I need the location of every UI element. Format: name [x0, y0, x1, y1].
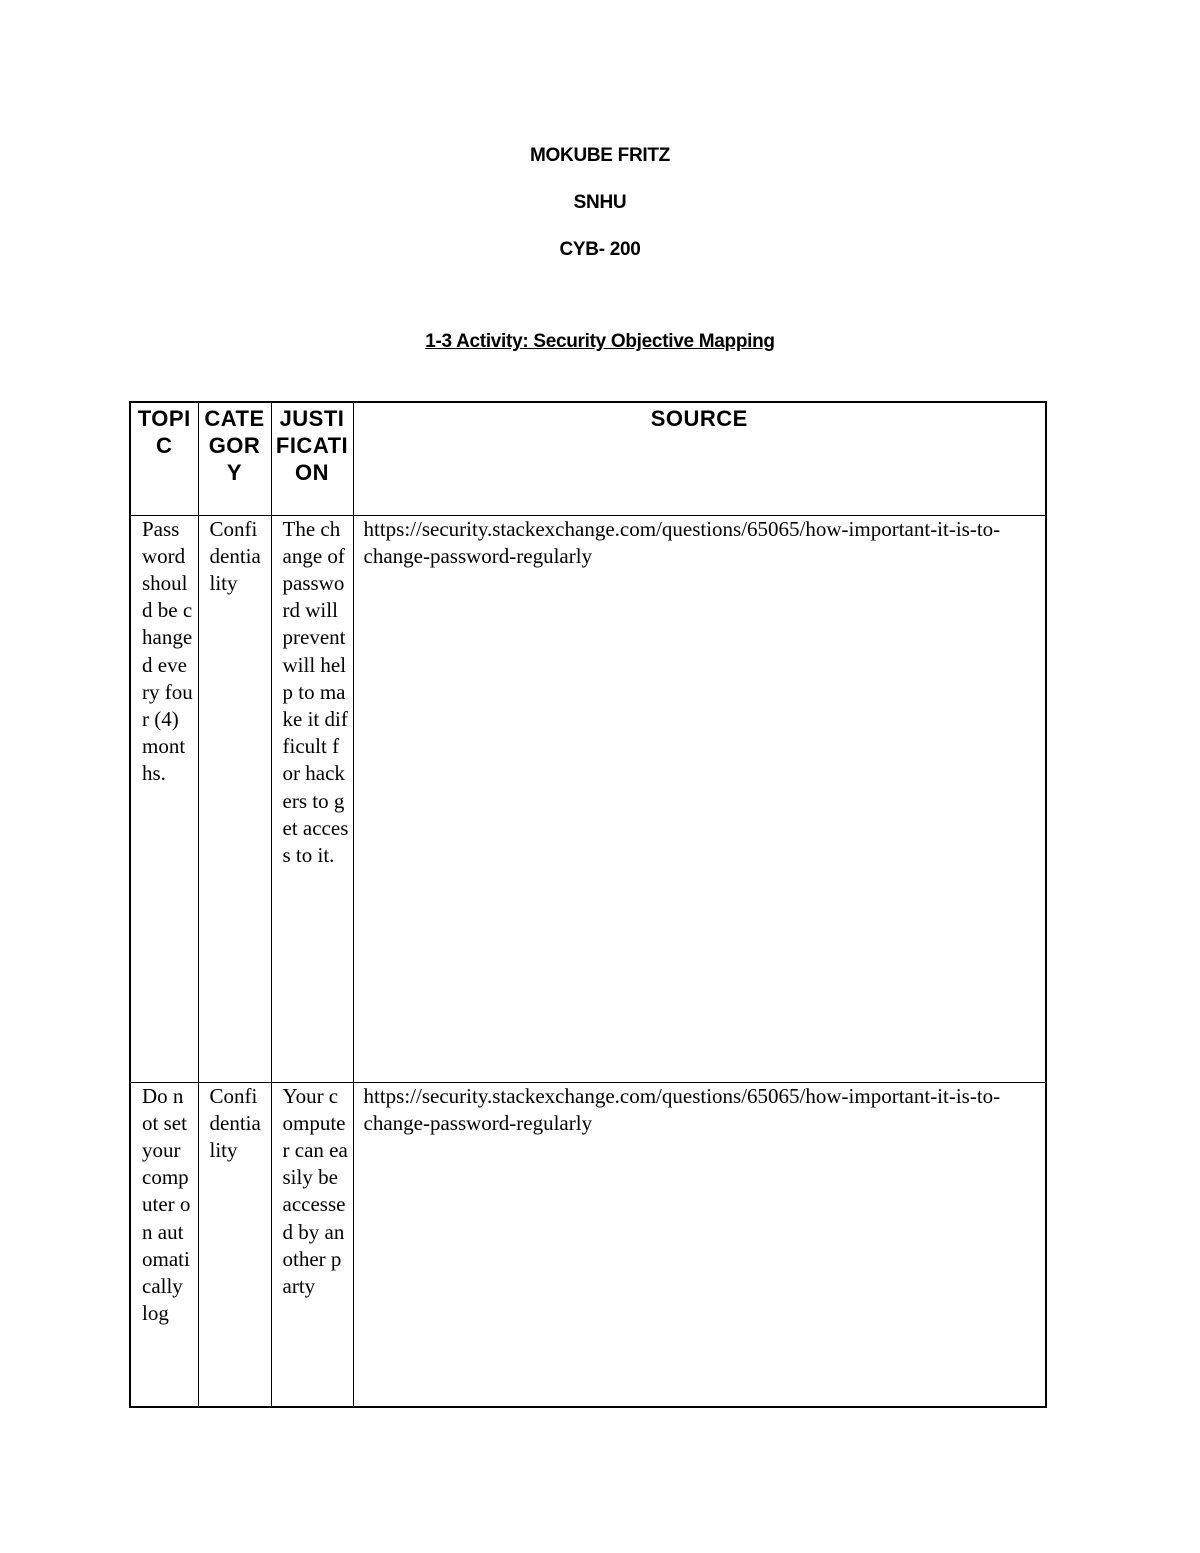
course-code: CYB- 200: [559, 239, 641, 260]
header-justification: JUSTIFICATION: [271, 402, 353, 515]
topic-cell: Do not set your computer on automatically log: [130, 1082, 198, 1407]
justification-cell: Your computer can easily be accessed by another party: [271, 1082, 353, 1407]
category-cell: Confidentiality: [198, 1082, 271, 1407]
document-title: 1-3 Activity: Security Objective Mapping: [425, 331, 775, 352]
category-cell: Confidentiality: [198, 515, 271, 1082]
header-category: CATEGORY: [198, 402, 271, 515]
source-link[interactable]: https://security.stackexchange.com/questions/65065/how-important-it-is-to-change-password-regularly: [353, 1082, 1046, 1407]
table-row: [130, 515, 1046, 1082]
header-topic: TOPIC: [130, 402, 198, 515]
security-objective-table: [129, 401, 1047, 1408]
header-source: SOURCE: [353, 402, 1046, 515]
table-row: [130, 1082, 1046, 1407]
table-header-row: [130, 402, 1046, 515]
topic-cell: Password should be changed every four (4) months.: [130, 515, 198, 1082]
source-link[interactable]: https://security.stackexchange.com/questions/65065/how-important-it-is-to-change-password-regularly: [353, 515, 1046, 1082]
author-name: MOKUBE FRITZ: [530, 145, 670, 166]
school-name: SNHU: [573, 192, 627, 213]
justification-cell: The change of password will prevent will help to make it difficult for hackers to get access to it.: [271, 515, 353, 1082]
